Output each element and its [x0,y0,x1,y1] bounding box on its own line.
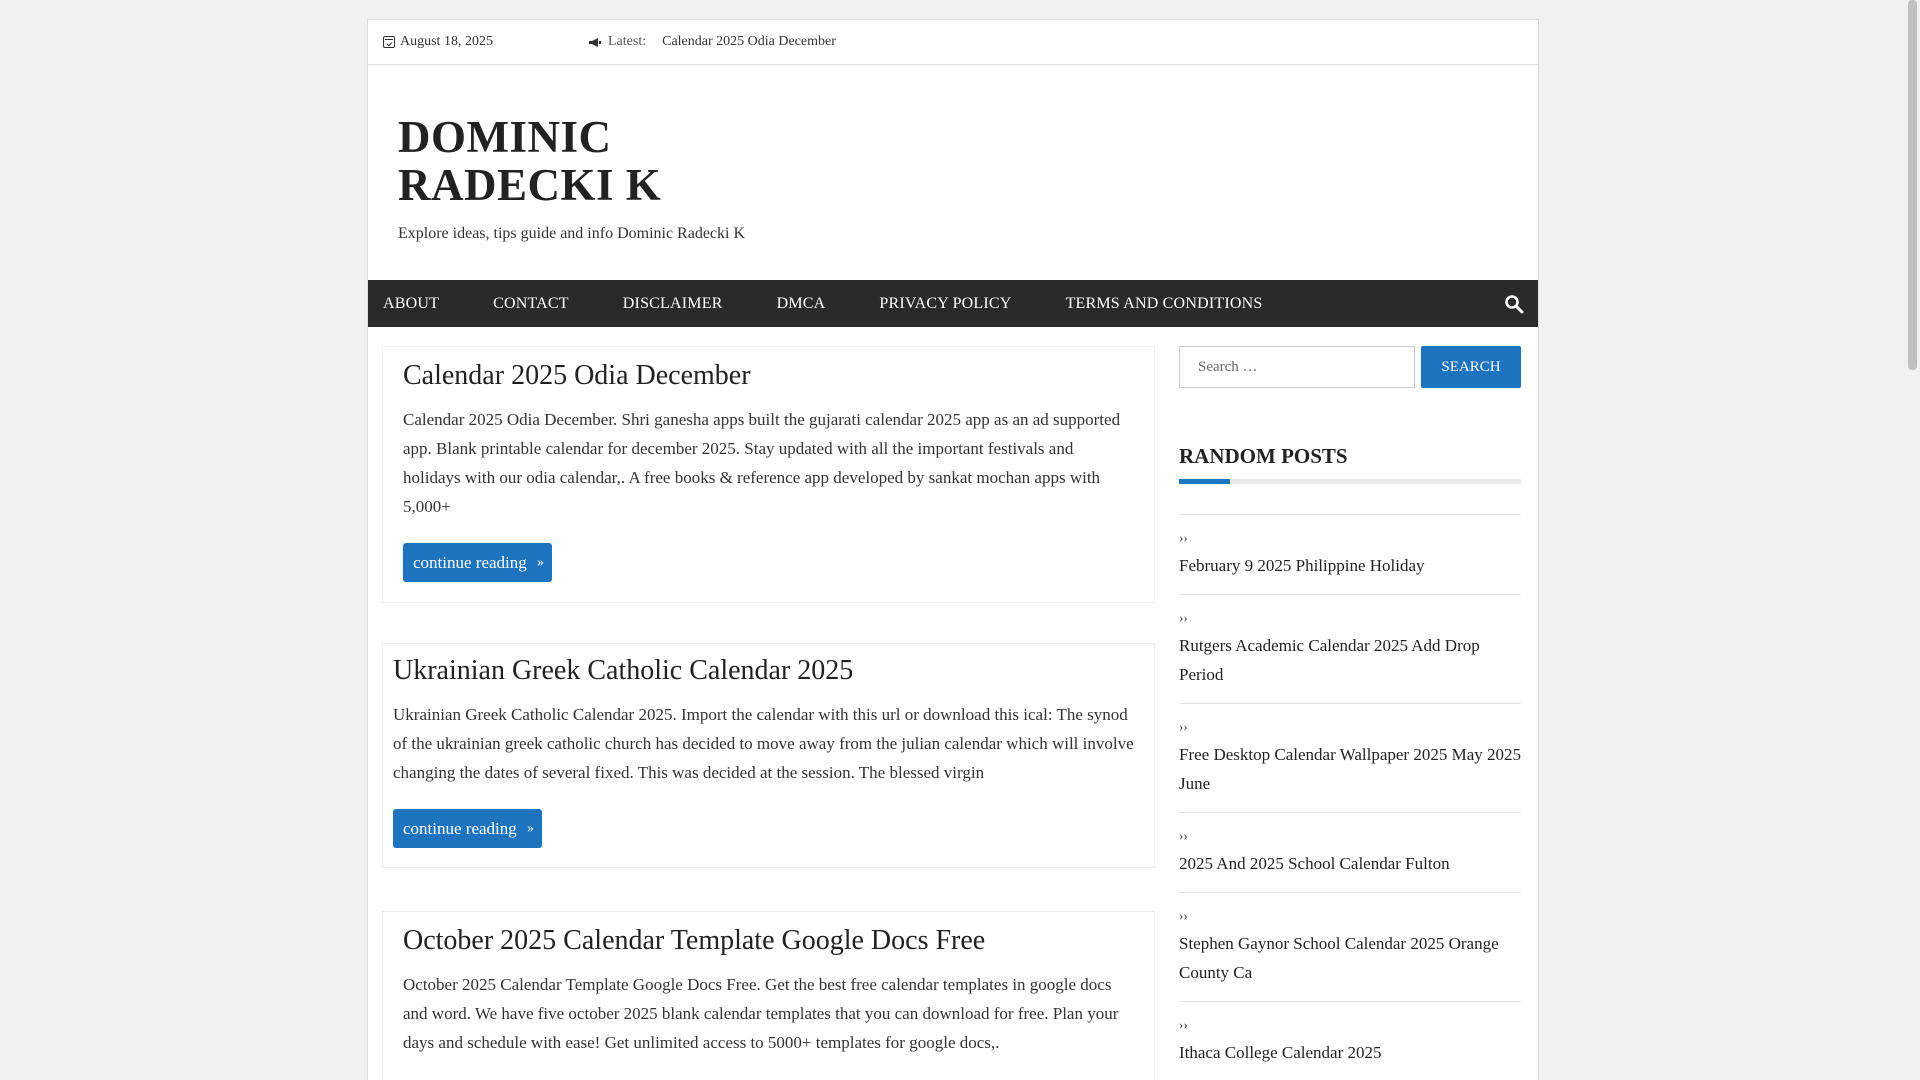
nav-item-disclaimer[interactable]: DISCLAIMER [622,294,723,312]
chevron-double-right-icon: ›› [1179,828,1188,843]
nav-item-terms-and-conditions[interactable]: TERMS AND CONDITIONS [1065,294,1263,312]
chevron-double-right-icon: ›› [1179,610,1188,625]
continue-reading-label: continue reading [413,552,527,572]
list-item [1179,1001,1521,1080]
random-post-link[interactable]: Free Desktop Calendar Wallpaper 2025 May 2025 June [1179,745,1522,793]
nav-item-contact[interactable]: CONTACT [493,294,569,312]
random-post-link[interactable]: 2025 And 2025 School Calendar Fulton [1179,854,1450,873]
scrollbar-thumb[interactable] [1908,0,1917,370]
calendar-check-icon [383,36,395,48]
post-title[interactable]: October 2025 Calendar Template Google Docs Free [403,925,986,956]
list-item [1179,514,1521,594]
chevron-double-right-icon: ›› [1179,719,1188,734]
widget-title: RANDOM POSTS [1179,444,1348,468]
megaphone-icon [588,37,602,48]
latest-label: Latest: [608,34,647,49]
search-button[interactable]: SEARCH [1421,346,1521,388]
post-card [382,911,1155,1080]
nav-item-privacy-policy[interactable]: PRIVACY POLICY [879,294,1012,312]
post-excerpt: Ukrainian Greek Catholic Calendar 2025. Import the calendar with this url or download this ical: The synod of the ukrainian greek catholic church has decided to move away from the julian calendar which will involve changing the dates of several fixed. This was decided at the session. The blessed virgin [393,705,1134,782]
continue-reading-button[interactable] [393,809,542,848]
site-tagline: Explore ideas, tips guide and info Dominic Radecki K [398,225,746,242]
widget-title-underline [1179,479,1521,484]
chevron-double-right-icon: ›› [526,820,533,836]
search-form [1179,346,1521,388]
top-bar [368,20,1538,65]
site-header [368,65,1538,280]
nav-item-dmca[interactable]: DMCA [776,294,826,312]
post-title[interactable]: Calendar 2025 Odia December [403,360,751,391]
post-excerpt: Calendar 2025 Odia December. Shri ganesha apps built the gujarati calendar 2025 app as an ad supported app. Blank printable calendar for december 2025. Stay updated with all the important festivals and holidays with our odia calendar,. A free books & reference app developed by sankat mochan apps with 5,000+ [403,410,1121,516]
nav-item-about[interactable]: ABOUT [383,294,440,312]
random-post-link[interactable]: February 9 2025 Philippine Holiday [1179,556,1425,575]
main-navigation [368,280,1538,327]
random-posts-list [1179,514,1521,1080]
list-item [1179,594,1521,703]
chevron-double-right-icon: ›› [536,554,543,570]
sidebar [1179,327,1521,1080]
site-title[interactable]: DOMINIC RADECKI K [398,112,662,210]
page-scrollbar[interactable] [1905,0,1920,1080]
latest-ticker [588,34,836,50]
chevron-double-right-icon: ›› [1179,1017,1188,1032]
post-excerpt: October 2025 Calendar Template Google Docs Free. Get the best free calendar templates in google docs and word. We have five october 2025 blank calendar templates that you can download for free. Plan your days and schedule with ease! Get unlimited access to 5000+ templates for google docs,. [403,975,1119,1052]
continue-reading-button[interactable] [403,543,552,582]
list-item [1179,892,1521,1001]
random-post-link[interactable]: Rutgers Academic Calendar 2025 Add Drop Period [1179,636,1480,684]
chevron-double-right-icon: ›› [1179,530,1188,545]
list-item [1179,703,1521,812]
current-date [383,34,493,50]
random-post-link[interactable]: Stephen Gaynor School Calendar 2025 Orange County Ca [1179,934,1499,982]
latest-post-link[interactable]: Calendar 2025 Odia December [662,34,836,49]
search-input[interactable] [1179,346,1415,388]
continue-reading-label: continue reading [403,818,517,838]
search-icon[interactable] [1504,294,1524,314]
post-title[interactable]: Ukrainian Greek Catholic Calendar 2025 [393,655,854,686]
list-item [1179,812,1521,892]
post-card [382,346,1155,603]
date-text: August 18, 2025 [400,34,493,49]
random-post-link[interactable]: Ithaca College Calendar 2025 [1179,1043,1382,1062]
chevron-double-right-icon: ›› [1179,908,1188,923]
post-card [382,643,1155,868]
